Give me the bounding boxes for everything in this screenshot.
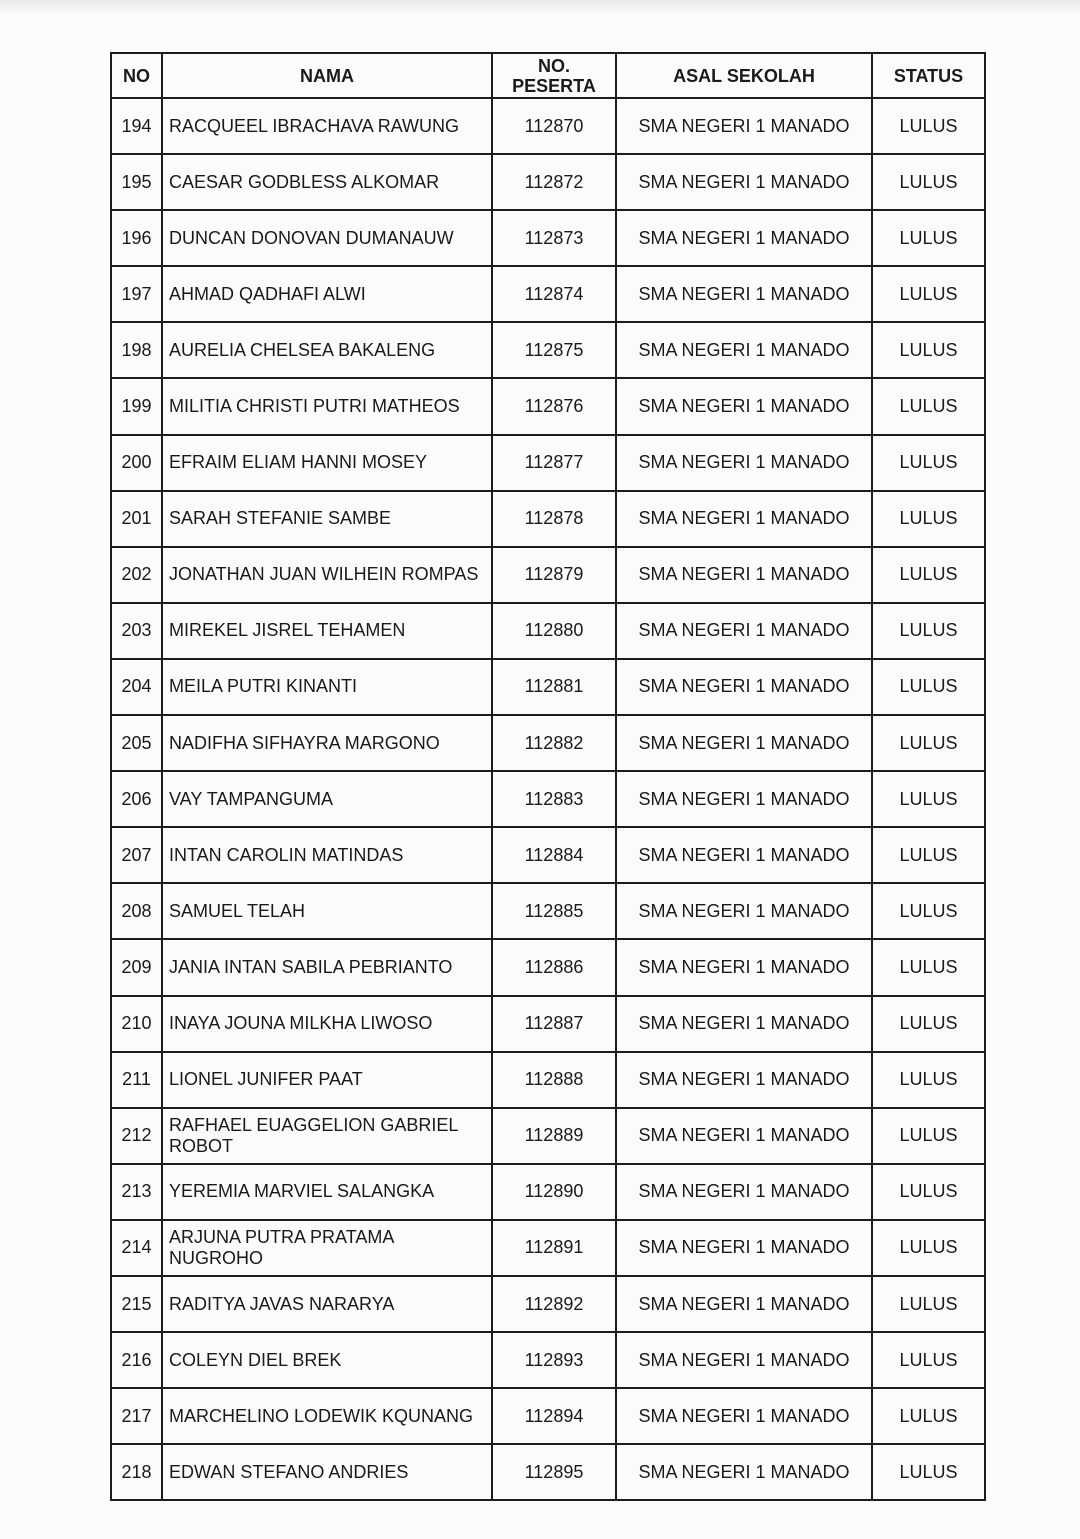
cell-no: 206 bbox=[111, 771, 162, 827]
cell-nama: MARCHELINO LODEWIK KQUNANG bbox=[162, 1388, 492, 1444]
table-row bbox=[111, 659, 985, 715]
cell-nama: JANIA INTAN SABILA PEBRIANTO bbox=[162, 939, 492, 995]
cell-no-peserta: 112870 bbox=[492, 98, 616, 154]
cell-no-peserta: 112884 bbox=[492, 827, 616, 883]
cell-no-peserta: 112882 bbox=[492, 715, 616, 771]
cell-nama: ARJUNA PUTRA PRATAMA NUGROHO bbox=[162, 1220, 492, 1276]
header-no-peserta bbox=[492, 53, 616, 98]
cell-no-peserta: 112878 bbox=[492, 491, 616, 547]
cell-no-peserta: 112892 bbox=[492, 1276, 616, 1332]
cell-status: LULUS bbox=[872, 659, 985, 715]
cell-no: 218 bbox=[111, 1444, 162, 1500]
table-row bbox=[111, 715, 985, 771]
cell-nama: RACQUEEL IBRACHAVA RAWUNG bbox=[162, 98, 492, 154]
cell-nama: LIONEL JUNIFER PAAT bbox=[162, 1052, 492, 1108]
table-row bbox=[111, 491, 985, 547]
cell-asal-sekolah: SMA NEGERI 1 MANADO bbox=[616, 715, 872, 771]
header-no-peserta-line2: PESERTA bbox=[512, 75, 596, 96]
cell-nama: RADITYA JAVAS NARARYA bbox=[162, 1276, 492, 1332]
cell-asal-sekolah: SMA NEGERI 1 MANADO bbox=[616, 939, 872, 995]
cell-nama: JONATHAN JUAN WILHEIN ROMPAS bbox=[162, 547, 492, 603]
cell-no: 212 bbox=[111, 1108, 162, 1164]
table-row bbox=[111, 435, 985, 491]
cell-status: LULUS bbox=[872, 491, 985, 547]
cell-status: LULUS bbox=[872, 154, 985, 210]
cell-status: LULUS bbox=[872, 996, 985, 1052]
cell-no-peserta: 112875 bbox=[492, 322, 616, 378]
table-row bbox=[111, 1052, 985, 1108]
cell-asal-sekolah: SMA NEGERI 1 MANADO bbox=[616, 1388, 872, 1444]
cell-asal-sekolah: SMA NEGERI 1 MANADO bbox=[616, 1220, 872, 1276]
cell-no-peserta: 112894 bbox=[492, 1388, 616, 1444]
cell-no: 199 bbox=[111, 378, 162, 434]
cell-asal-sekolah: SMA NEGERI 1 MANADO bbox=[616, 266, 872, 322]
cell-nama: DUNCAN DONOVAN DUMANAUW bbox=[162, 210, 492, 266]
cell-nama: NADIFHA SIFHAYRA MARGONO bbox=[162, 715, 492, 771]
cell-no: 203 bbox=[111, 603, 162, 659]
table-body bbox=[111, 98, 985, 1500]
cell-no: 207 bbox=[111, 827, 162, 883]
cell-no-peserta: 112895 bbox=[492, 1444, 616, 1500]
cell-no: 209 bbox=[111, 939, 162, 995]
cell-status: LULUS bbox=[872, 210, 985, 266]
cell-status: LULUS bbox=[872, 1108, 985, 1164]
cell-no-peserta: 112885 bbox=[492, 883, 616, 939]
cell-nama: COLEYN DIEL BREK bbox=[162, 1332, 492, 1388]
table-row bbox=[111, 603, 985, 659]
cell-no-peserta: 112879 bbox=[492, 547, 616, 603]
cell-no: 216 bbox=[111, 1332, 162, 1388]
cell-status: LULUS bbox=[872, 1164, 985, 1220]
cell-no-peserta: 112881 bbox=[492, 659, 616, 715]
table-row bbox=[111, 1276, 985, 1332]
table-row bbox=[111, 266, 985, 322]
cell-status: LULUS bbox=[872, 603, 985, 659]
cell-no: 202 bbox=[111, 547, 162, 603]
header-row bbox=[111, 53, 985, 98]
cell-nama: YEREMIA MARVIEL SALANGKA bbox=[162, 1164, 492, 1220]
cell-asal-sekolah: SMA NEGERI 1 MANADO bbox=[616, 154, 872, 210]
page-top-edge bbox=[0, 0, 1080, 12]
cell-nama: EDWAN STEFANO ANDRIES bbox=[162, 1444, 492, 1500]
header-asal-sekolah: ASAL SEKOLAH bbox=[616, 53, 872, 98]
cell-asal-sekolah: SMA NEGERI 1 MANADO bbox=[616, 1052, 872, 1108]
cell-status: LULUS bbox=[872, 1220, 985, 1276]
table-row bbox=[111, 1220, 985, 1276]
table-row bbox=[111, 883, 985, 939]
cell-asal-sekolah: SMA NEGERI 1 MANADO bbox=[616, 771, 872, 827]
cell-no: 194 bbox=[111, 98, 162, 154]
cell-nama: MEILA PUTRI KINANTI bbox=[162, 659, 492, 715]
cell-status: LULUS bbox=[872, 883, 985, 939]
cell-no-peserta: 112891 bbox=[492, 1220, 616, 1276]
cell-no-peserta: 112886 bbox=[492, 939, 616, 995]
cell-no-peserta: 112889 bbox=[492, 1108, 616, 1164]
cell-asal-sekolah: SMA NEGERI 1 MANADO bbox=[616, 210, 872, 266]
cell-status: LULUS bbox=[872, 771, 985, 827]
cell-nama: SARAH STEFANIE SAMBE bbox=[162, 491, 492, 547]
cell-no-peserta: 112883 bbox=[492, 771, 616, 827]
document-sheet bbox=[110, 52, 984, 1501]
table-row bbox=[111, 378, 985, 434]
cell-asal-sekolah: SMA NEGERI 1 MANADO bbox=[616, 659, 872, 715]
table-row bbox=[111, 996, 985, 1052]
table-row bbox=[111, 1332, 985, 1388]
cell-asal-sekolah: SMA NEGERI 1 MANADO bbox=[616, 491, 872, 547]
cell-nama: AURELIA CHELSEA BAKALENG bbox=[162, 322, 492, 378]
cell-no: 217 bbox=[111, 1388, 162, 1444]
table-row bbox=[111, 827, 985, 883]
cell-asal-sekolah: SMA NEGERI 1 MANADO bbox=[616, 883, 872, 939]
cell-asal-sekolah: SMA NEGERI 1 MANADO bbox=[616, 1444, 872, 1500]
cell-nama: SAMUEL TELAH bbox=[162, 883, 492, 939]
table-row bbox=[111, 1444, 985, 1500]
table-row bbox=[111, 154, 985, 210]
cell-status: LULUS bbox=[872, 1332, 985, 1388]
table-row bbox=[111, 1108, 985, 1164]
table-row bbox=[111, 98, 985, 154]
cell-asal-sekolah: SMA NEGERI 1 MANADO bbox=[616, 1276, 872, 1332]
cell-asal-sekolah: SMA NEGERI 1 MANADO bbox=[616, 98, 872, 154]
cell-no: 213 bbox=[111, 1164, 162, 1220]
cell-no: 198 bbox=[111, 322, 162, 378]
cell-status: LULUS bbox=[872, 1388, 985, 1444]
header-no-peserta-line1: NO. bbox=[537, 55, 570, 76]
cell-no: 208 bbox=[111, 883, 162, 939]
cell-asal-sekolah: SMA NEGERI 1 MANADO bbox=[616, 996, 872, 1052]
cell-asal-sekolah: SMA NEGERI 1 MANADO bbox=[616, 378, 872, 434]
cell-status: LULUS bbox=[872, 435, 985, 491]
cell-asal-sekolah: SMA NEGERI 1 MANADO bbox=[616, 1332, 872, 1388]
cell-nama: CAESAR GODBLESS ALKOMAR bbox=[162, 154, 492, 210]
table-row bbox=[111, 1388, 985, 1444]
cell-no-peserta: 112887 bbox=[492, 996, 616, 1052]
cell-asal-sekolah: SMA NEGERI 1 MANADO bbox=[616, 827, 872, 883]
cell-status: LULUS bbox=[872, 939, 985, 995]
cell-status: LULUS bbox=[872, 1276, 985, 1332]
cell-no-peserta: 112877 bbox=[492, 435, 616, 491]
cell-nama: EFRAIM ELIAM HANNI MOSEY bbox=[162, 435, 492, 491]
table-row bbox=[111, 1164, 985, 1220]
cell-asal-sekolah: SMA NEGERI 1 MANADO bbox=[616, 322, 872, 378]
cell-status: LULUS bbox=[872, 827, 985, 883]
table-header bbox=[111, 53, 985, 98]
cell-status: LULUS bbox=[872, 98, 985, 154]
cell-no: 200 bbox=[111, 435, 162, 491]
cell-nama: INTAN CAROLIN MATINDAS bbox=[162, 827, 492, 883]
cell-no: 214 bbox=[111, 1220, 162, 1276]
cell-asal-sekolah: SMA NEGERI 1 MANADO bbox=[616, 603, 872, 659]
cell-no: 210 bbox=[111, 996, 162, 1052]
cell-no: 211 bbox=[111, 1052, 162, 1108]
table-row bbox=[111, 322, 985, 378]
cell-no-peserta: 112893 bbox=[492, 1332, 616, 1388]
cell-status: LULUS bbox=[872, 1052, 985, 1108]
cell-nama: MIREKEL JISREL TEHAMEN bbox=[162, 603, 492, 659]
cell-asal-sekolah: SMA NEGERI 1 MANADO bbox=[616, 1108, 872, 1164]
cell-no-peserta: 112874 bbox=[492, 266, 616, 322]
cell-status: LULUS bbox=[872, 378, 985, 434]
table-row bbox=[111, 939, 985, 995]
cell-no-peserta: 112880 bbox=[492, 603, 616, 659]
header-status: STATUS bbox=[872, 53, 985, 98]
table-row bbox=[111, 771, 985, 827]
cell-no-peserta: 112873 bbox=[492, 210, 616, 266]
cell-nama: AHMAD QADHAFI ALWI bbox=[162, 266, 492, 322]
cell-nama: MILITIA CHRISTI PUTRI MATHEOS bbox=[162, 378, 492, 434]
cell-no: 215 bbox=[111, 1276, 162, 1332]
header-nama: NAMA bbox=[162, 53, 492, 98]
cell-no: 195 bbox=[111, 154, 162, 210]
results-table bbox=[110, 52, 986, 1501]
cell-no-peserta: 112890 bbox=[492, 1164, 616, 1220]
cell-no-peserta: 112872 bbox=[492, 154, 616, 210]
table-row bbox=[111, 210, 985, 266]
cell-no: 204 bbox=[111, 659, 162, 715]
cell-status: LULUS bbox=[872, 266, 985, 322]
cell-no: 205 bbox=[111, 715, 162, 771]
header-no: NO bbox=[111, 53, 162, 98]
cell-status: LULUS bbox=[872, 1444, 985, 1500]
cell-no: 196 bbox=[111, 210, 162, 266]
cell-no: 197 bbox=[111, 266, 162, 322]
cell-nama: RAFHAEL EUAGGELION GABRIEL ROBOT bbox=[162, 1108, 492, 1164]
cell-status: LULUS bbox=[872, 322, 985, 378]
cell-no-peserta: 112888 bbox=[492, 1052, 616, 1108]
cell-asal-sekolah: SMA NEGERI 1 MANADO bbox=[616, 547, 872, 603]
cell-asal-sekolah: SMA NEGERI 1 MANADO bbox=[616, 1164, 872, 1220]
cell-status: LULUS bbox=[872, 715, 985, 771]
cell-nama: VAY TAMPANGUMA bbox=[162, 771, 492, 827]
cell-asal-sekolah: SMA NEGERI 1 MANADO bbox=[616, 435, 872, 491]
cell-no-peserta: 112876 bbox=[492, 378, 616, 434]
cell-nama: INAYA JOUNA MILKHA LIWOSO bbox=[162, 996, 492, 1052]
table-row bbox=[111, 547, 985, 603]
cell-no: 201 bbox=[111, 491, 162, 547]
cell-status: LULUS bbox=[872, 547, 985, 603]
